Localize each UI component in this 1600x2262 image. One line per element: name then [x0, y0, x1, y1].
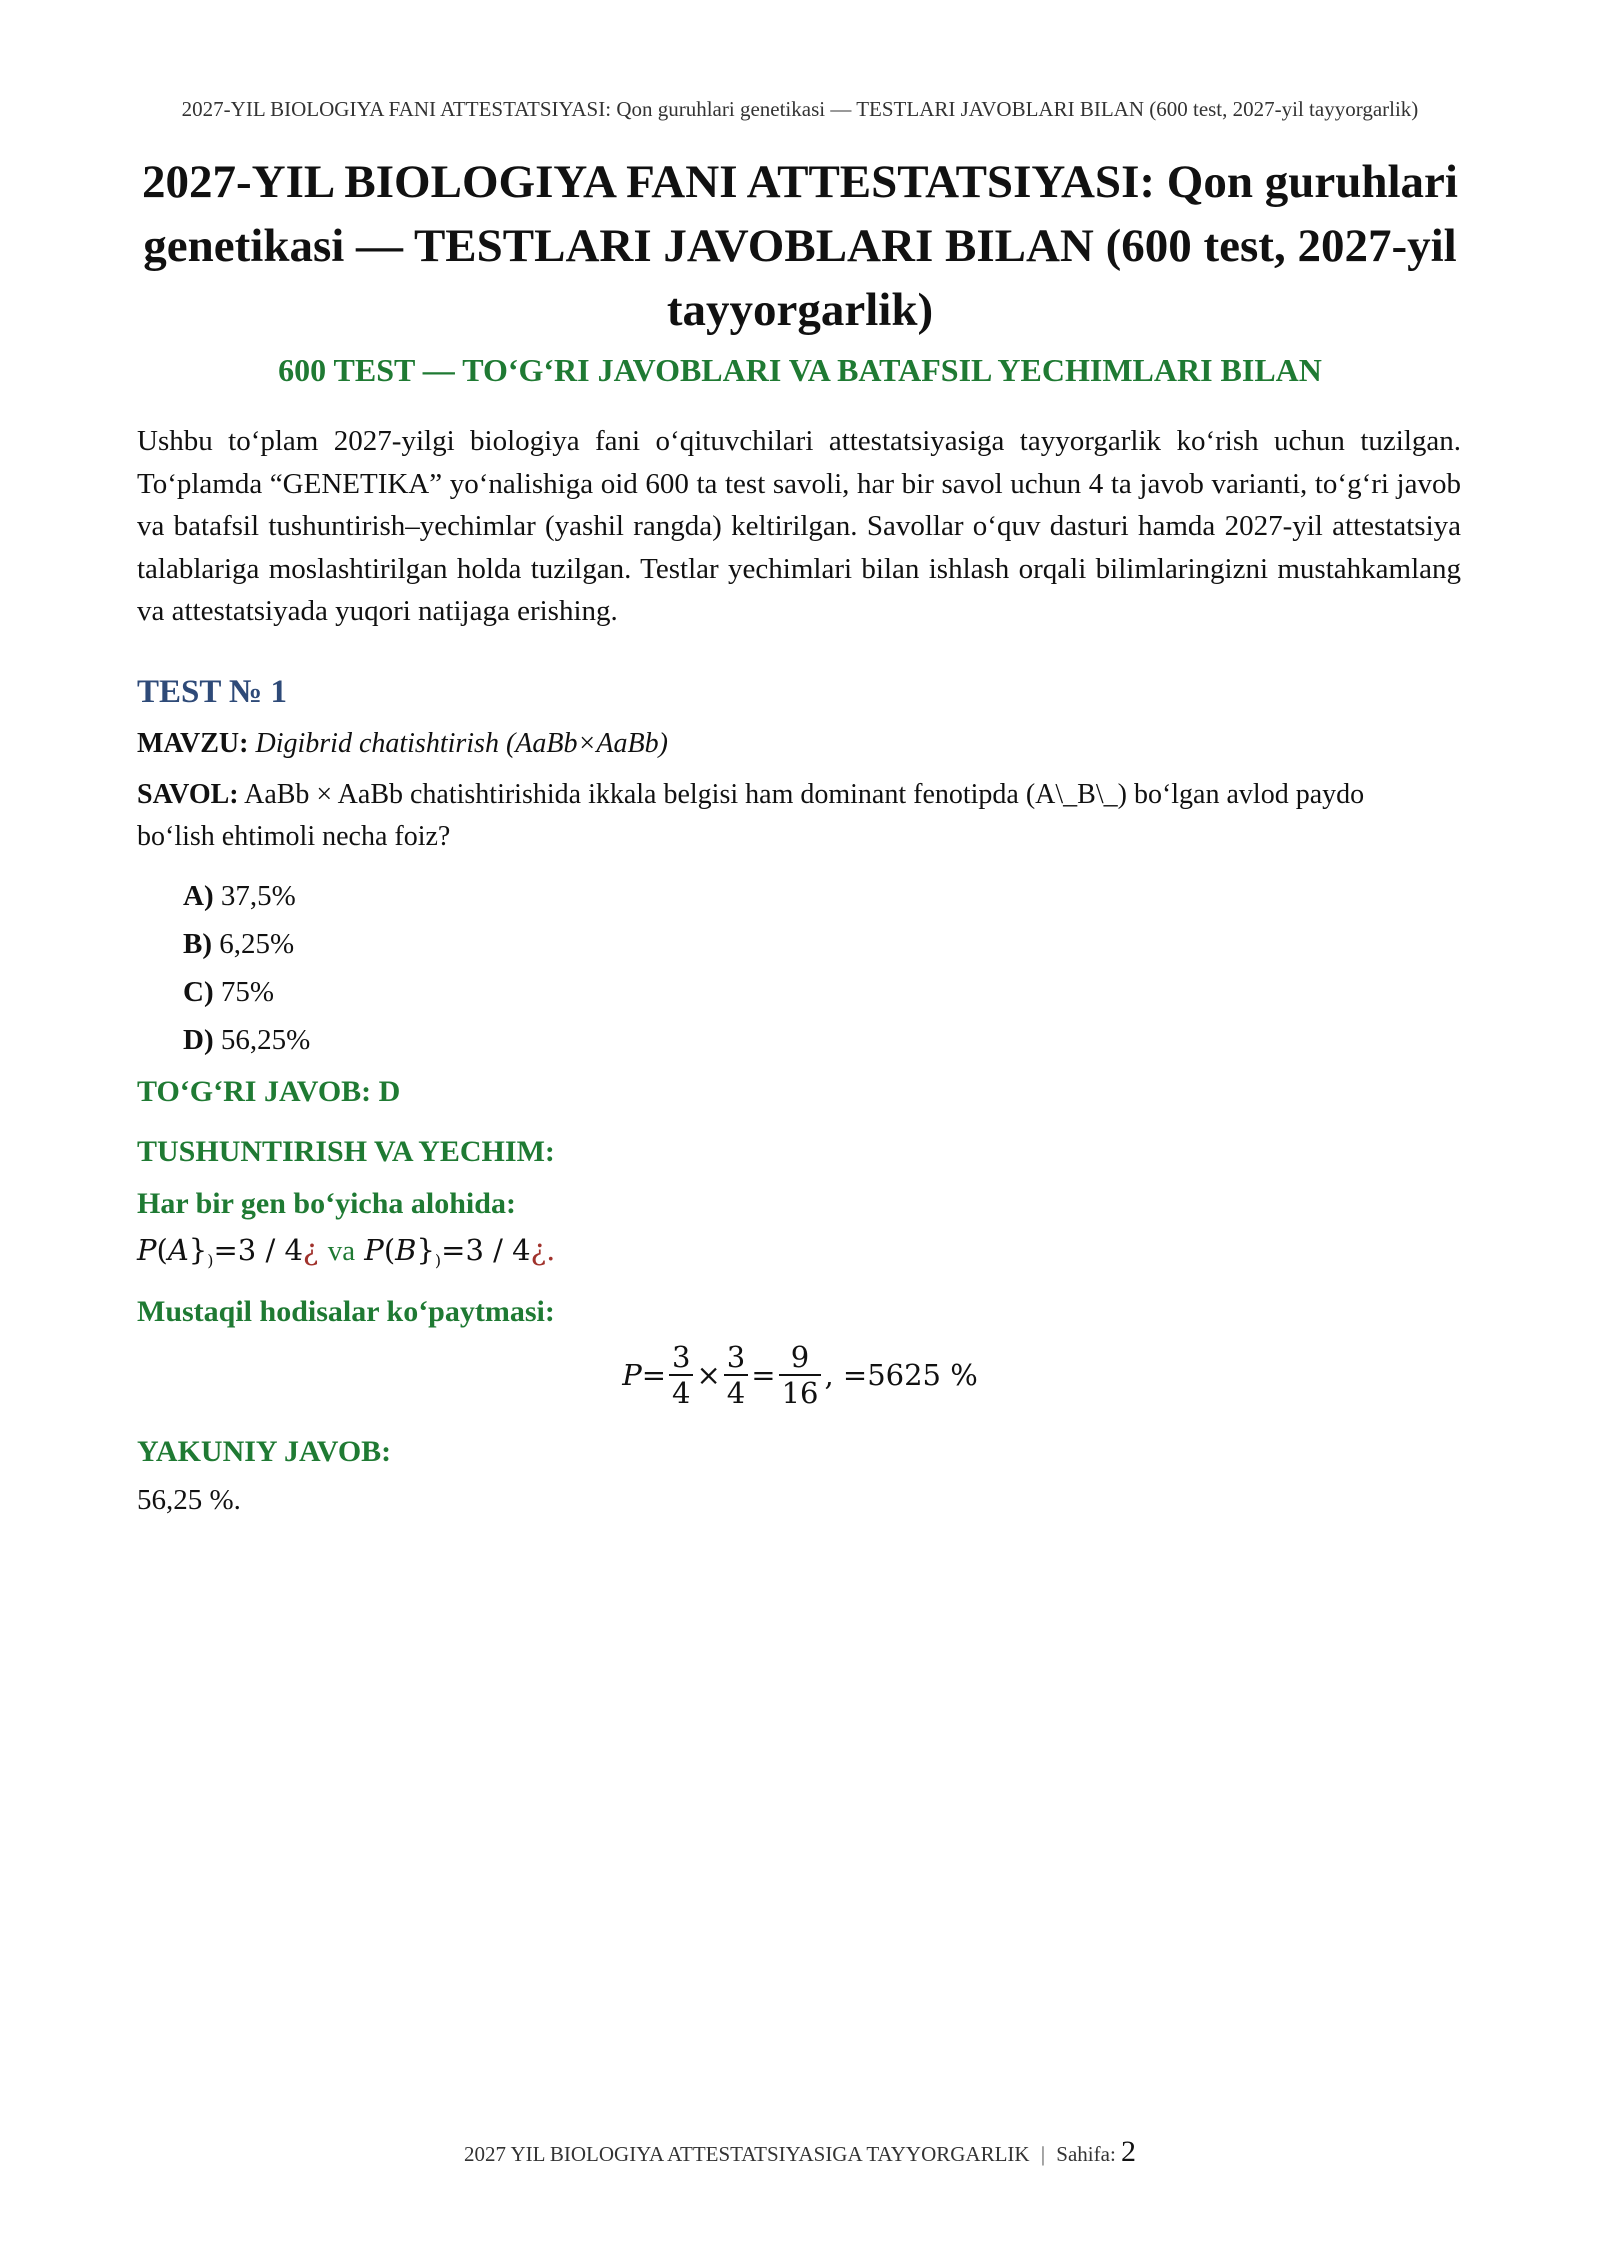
product-eq1: =: [641, 1358, 667, 1392]
option-text: 37,5%: [220, 880, 296, 912]
fraction-3-num: 9: [779, 1340, 822, 1376]
product-lhs: P: [622, 1358, 642, 1392]
product-times: ×: [696, 1358, 721, 1392]
option-letter: C): [183, 976, 214, 1008]
product-eq2: =: [751, 1358, 776, 1392]
final-answer-heading: YAKUNIY JAVOB:: [137, 1435, 392, 1468]
answer-option-a: [183, 876, 296, 916]
correct-answer: TO‘G‘RI JAVOB: D: [137, 1075, 401, 1108]
option-text: 75%: [220, 976, 275, 1008]
option-letter: A): [183, 880, 214, 912]
test-heading: TEST № 1: [137, 674, 287, 710]
fraction-1-num: 3: [669, 1340, 693, 1376]
formula-rhs2: =3 / 4: [441, 1233, 531, 1267]
topic-value: Digibrid chatishtirish (AaBb×AaBb): [255, 728, 668, 759]
footer-page-label: Sahifa:: [1056, 2142, 1116, 2166]
option-text: 6,25%: [219, 928, 295, 960]
formula-b: B: [395, 1233, 417, 1267]
formula-p: P: [137, 1233, 157, 1267]
footer-separator: |: [1040, 2142, 1046, 2166]
independent-events-heading: Mustaqil hodisalar ko‘paytmasi:: [137, 1295, 555, 1328]
product-tail: , =5625 %: [824, 1358, 978, 1392]
per-gene-heading: Har bir gen bo‘yicha alohida:: [137, 1187, 516, 1220]
per-gene-formula: $P(A\}_)=3$ / 4¿ va $P(B\}_)=3$ / 4¿.: [137, 1233, 556, 1270]
final-answer-value: 56,25 %.: [137, 1484, 241, 1516]
formula-a: A: [167, 1233, 189, 1267]
fraction-1: [669, 1340, 693, 1410]
topic-label: MAVZU:: [137, 728, 249, 759]
question-text: AaBb × AaBb chatishtirishida ikkala belgisi ham dominant fenotipda (A\_B\_) bo‘lgan avlod paydo bo‘lish ehtimoli necha foiz?: [137, 779, 1365, 852]
intro-paragraph: Ushbu to‘plam 2027-yilgi biologiya fani o‘qituvchilari attestatsiyasiga tayyorgarlik ko‘rish uchun tuzilgan. To‘plamda “GENETIKA” yo‘nalishiga oid 600 ta test savoli, har bir savol uchun 4 ta javob varianti, to‘g‘ri javob va batafsil tushuntirish–yechimlar (yashil rangda) keltirilgan. Savollar o‘quv dasturi hamda 2027-yil attestatsiya talablariga moslashtirilgan holda tuzilgan. Testlar yechimlari bilan ishlash orqali bilimlaringizni mustahkamlang va attestatsiyada yuqori natijaga erishing.: [137, 425, 1461, 627]
fraction-2: [724, 1340, 748, 1410]
document-title: 2027-YIL BIOLOGIYA FANI ATTESTATSIYASI: Qon guruhlari genetikasi — TESTLARI JAVOBLARI BILAN (600 test, 2027-yil tayyorgarlik): [142, 156, 1458, 336]
fraction-3: [779, 1340, 822, 1410]
topic-line: [137, 724, 668, 764]
formula-mark: ¿: [302, 1233, 319, 1267]
fraction-3-den: 16: [781, 1376, 819, 1410]
answer-option-b: [183, 924, 294, 964]
fraction-2-num: 3: [724, 1340, 748, 1376]
question-label: SAVOL:: [137, 779, 239, 810]
option-letter: D): [183, 1024, 214, 1056]
formula-mark2: ¿: [530, 1233, 547, 1267]
running-header: 2027-YIL BIOLOGIYA FANI ATTESTATSIYASI: Qon guruhlari genetikasi — TESTLARI JAVOBLARI BILAN (600 test, 2027-yil tayyorgarlik): [181, 97, 1419, 121]
product-formula: [0, 1340, 1600, 1410]
formula-end: .: [546, 1233, 556, 1267]
answer-option-c: [183, 972, 274, 1012]
formula-va: va: [327, 1235, 356, 1267]
formula-p2: P: [364, 1233, 384, 1267]
document-subtitle: 600 TEST — TO‘G‘RI JAVOBLARI VA BATAFSIL YECHIMLARI BILAN: [278, 352, 1322, 388]
question-line: [137, 774, 1437, 858]
option-letter: B): [183, 928, 212, 960]
fraction-2-den: 4: [726, 1376, 746, 1410]
footer-page-number: 2: [1121, 2135, 1137, 2168]
footer-text: 2027 YIL BIOLOGIYA ATTESTATSIYASIGA TAYYORGARLIK: [463, 2142, 1030, 2166]
fraction-1-den: 4: [672, 1376, 691, 1410]
page-footer: [0, 2132, 1600, 2174]
answer-option-d: [183, 1020, 310, 1060]
explanation-heading: TUSHUNTIRISH VA YECHIM:: [137, 1135, 555, 1168]
option-text: 56,25%: [220, 1024, 311, 1056]
formula-rhs: =3 / 4: [213, 1233, 303, 1267]
